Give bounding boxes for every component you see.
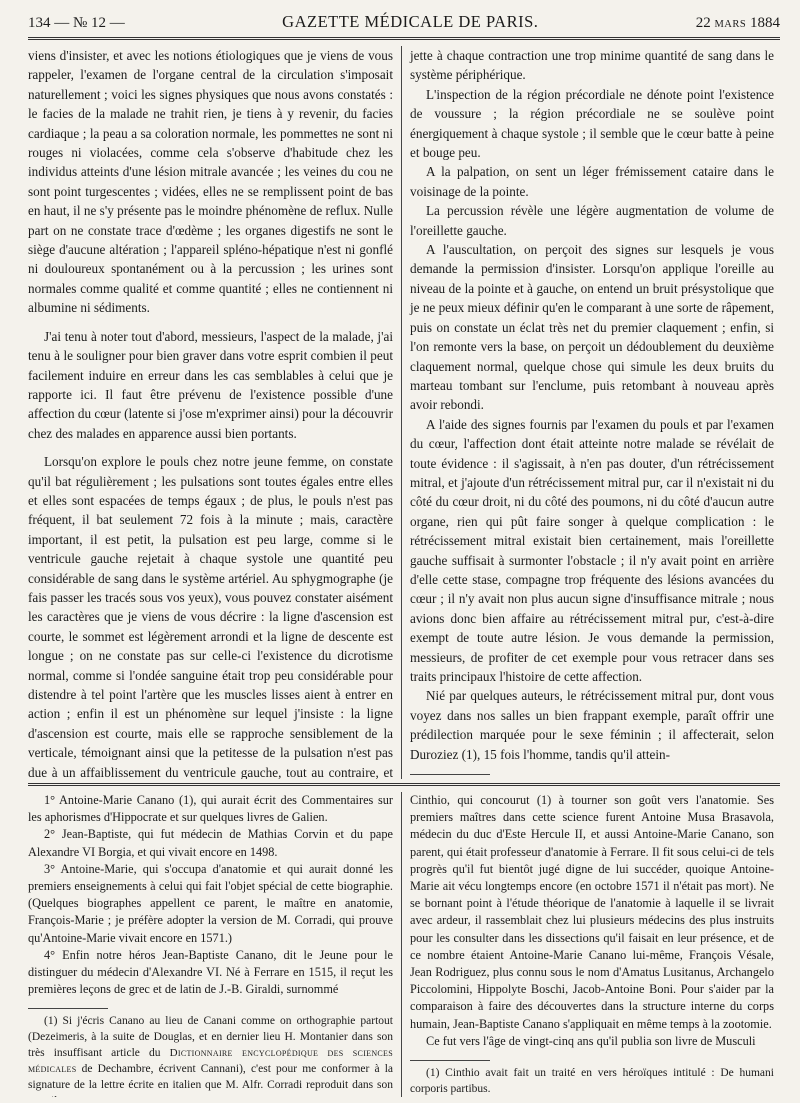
main-article-left-column bbox=[28, 46, 401, 779]
article-paragraph: A l'aide des signes fournis par l'examen du pouls et par l'examen du cœur, l'affection dont était atteinte notre malade se révélait de toute évidence : il s'agissait, à n'en pas douter, d'un rétrécissement mitral, et j'ajoute d'un rétrécissement mitral pur, car il n'existait ni du côté du cœur droit, ni du côté des poumons, ni du côté d'aucun autre organe, rien qui pût faire songer à quelque complication : le rétrécissement mitral existait bien certainement, mais l'oreillette gauche suffisait à surmonter l'obstacle ; il n'y avait point en arrière d'elle cette stase, compagne trop fréquente des lésions avancées du cœur ; il n'y avait non plus aucun signe d'insuffisance mitrale ; nous avions donc bien affaire au rétrécissement mitral pur, c'est-à-dire exempt de toute autre lésion. Je vous demande la permission, messieurs, de profiter de cet exemple pour vous retracer dans ses traits principaux l'histoire de cette affection. bbox=[410, 416, 774, 684]
article-paragraph: A l'auscultation, on perçoit des signes sur lesquels je vous demande la permission d'insister. Lorsqu'on applique l'oreille au niveau de la pointe et à gauche, on entend un bruit présystolique que je ne peux mieux définir qu'en le comparant à une sorte de râpement, puis on constate un éclat très net du premier claquement ; enfin, si l'on remonte vers la base, on perçoit un dédoublement du deuxième claquement normal, quelque chose qui simule les deux bruits du marteau tombant sur l'enclume, puis retombant à nouveau après avoir rebondi. bbox=[410, 242, 774, 413]
article-paragraph: A la palpation, on sent un léger frémissement cataire dans le voisinage de la pointe. bbox=[410, 164, 774, 199]
article-paragraph: viens d'insister, et avec les notions étiologiques que je viens de vous rappeler, l'examen de l'organe central de la circulation s'imposait naturellement ; voici les signes physiques que nous avons constatés : le facies de la malade ne trahit rien, je tiens à y revenir, du facies cardiaque ; la peau a sa coloration normale, les pommettes ne sont ni rouges ni violacées, comme cela s'observe d'habitude chez les individus atteints d'une lésion mitrale avancée ; les veines du cou ne sont point turgescentes ; vidées, elles ne se remplissent point de bas en haut, il ne s'y présente pas le moindre phénomène de reflux. Nulle part on ne constate trace d'œdème ; les organes digestifs ne sont le siège d'aucune altération ; l'appareil spléno-hépatique n'est ni gonflé ni douloureux spontanément ou à la percussion ; les urines sont normales comme qualité et comme quantité ; elles ne contiennent ni albumine ni sédiments. bbox=[28, 48, 393, 316]
feuilleton-divider bbox=[28, 783, 780, 786]
article-paragraph: La percussion révèle une légère augmentation de volume de l'oreillette gauche. bbox=[410, 203, 774, 238]
footnote: (1) Si j'écris Canano au lieu de Canani comme on orthographie partout (Dezeimeris, à la suite de Douglas, et en dernier lieu H. Montanier dans son très insuffisant article du Dictionnaire encyclopédique des sciences médicales de Dechambre, écrivent Cannani), c'est pour me conformer à la signature de la lettre écrite en italien que M. Alfr. Corradi reproduit dans son bbox=[28, 1015, 393, 1092]
page-number: 134 — № 12 — bbox=[28, 15, 125, 31]
feuilleton-paragraph: 1° Antoine-Marie Canano (1), qui aurait écrit des Commentaires sur les aphorismes d'Hippocrate et sur quelques livres de Galien. bbox=[28, 793, 393, 825]
footnote-rule bbox=[410, 774, 490, 775]
article-paragraph: J'ai tenu à noter tout d'abord, messieurs, l'aspect de la malade, j'ai tenu à le souligner pour bien graver dans votre esprit combien il peut facilement induire en erreur dans les cas semblables à celui que je rapporte ici. Il faut être prévenu de l'existence possible d'une affection du cœur (latente si j'ose m'exprimer ainsi) pour la découvrir chez des malades en apparence aussi bien portants. bbox=[28, 328, 393, 441]
article-paragraph: Lorsqu'on explore le pouls chez notre jeune femme, on constate qu'il bat régulièrement ; les pulsations sont toutes égales entre elles et elles sont espacées de temps égaux ; de plus, le pouls n'est pas fréquent, il bat seulement 72 fois à la minute ; mais, caractère important, il est petit, la pulsation est peu large, comme si le ventricule gauche rejetait à chaque systole une quantité peu considérable de sang dans le système artériel. Au sphygmographe (je fais passer les tracés sous vos yeux), vous pouvez constater aisément les caractères que je viens de vous décrire : la ligne d'ascension est courte, le sommet est légèrement arrondi et la ligne de descente est longue ; on ne constate pas sur celle-ci l'existence du dicrotisme normal, comme si l'ondée sanguine était trop peu considérable pour distendre à tel point l'artère que les muscles lisses aient à entrer en action ; enfin il est un phénomène sur lequel j'insiste : la ligne d'ascension est courte, mais elle se rapproche sensiblement de la verticale, témoignant ainsi que la petitesse de la pulsation n'est pas due à un affaiblissement du ventricule gauche, tout au contraire, et bbox=[28, 454, 393, 779]
feuilleton-left-column bbox=[28, 792, 401, 1097]
article-paragraph: jette à chaque contraction une trop minime quantité de sang dans le système périphérique. bbox=[410, 48, 774, 83]
main-article-right-column bbox=[401, 46, 774, 779]
page-header bbox=[28, 12, 780, 34]
journal-title: GAZETTE MÉDICALE DE PARIS. bbox=[282, 12, 539, 31]
issue-date: 22 MARS 1884 bbox=[695, 15, 780, 31]
feuilleton-paragraph: Ce fut vers l'âge de vingt-cinq ans qu'il publia son livre de Musculi bbox=[426, 1033, 756, 1048]
article-paragraph: L'inspection de la région précordiale ne dénote point l'existence de voussure ; la région précordiale ne se soulève point énergiquement à chaque systole ; il semble que le cœur batte à peine et bouge peu. bbox=[410, 86, 774, 161]
feuilleton-paragraph: Cinthio, qui concourut (1) à tourner son goût vers l'anatomie. Ses premiers maîtres dans cette science furent Antoine Musa Brasavola, médecin du duc d'Este Hercule II, et aussi Antoine-Marie Canano, son parent, qui était professeur d'anatomie à Ferrare. Il fit sous celui-ci de tels progrès qu'il fut bientôt jugé digne de lui succéder, quoique Antoine-Marie ait vécu longtemps encore (en octobre 1571 il n'était pas mort). Ne se bornant point à l'étude théorique de l'anatomie à laquelle il se livrait avec ardeur, il rassemblait chez lui plusieurs médecins des plus instruits pour les consulter dans les dissections qu'il faisait en leur présence, et de ce nombre étaient Antoine-Marie Canano lui-même, François Vésale, Jean Rodriguez, plus connu sous le nom d'Amatus Lusitanus, Archangelo Piccolomini, Hippolyte Boschi, Jacob-Antoine Boni. Pour s'aider par la comparaison à faire des découvertes dans la structure interne du corps humain, Jean-Baptiste Canano s'appliquait en même temps à la zootomie. bbox=[410, 793, 774, 1031]
feuilleton-paragraph: 4° Enfin notre héros Jean-Baptiste Canano, dit le Jeune pour le distinguer du médecin d'Alexandre VI. Né à Ferrare en 1515, il reçut les premières leçons de grec et de latin de J.-B. Giraldi, surnommé bbox=[28, 947, 393, 997]
header-rule bbox=[28, 37, 780, 40]
feuilleton-right-column bbox=[401, 792, 774, 1097]
footnote-rule bbox=[28, 1008, 108, 1009]
article-paragraph: Nié par quelques auteurs, le rétrécissement mitral pur, dont vous voyez dans nos salles un bien frappant exemple, paraît offrir une prédilection marquée pour le sexe féminin ; il affecterait, selon Duroziez (1), 15 fois l'homme, tandis qu'il attein- bbox=[410, 688, 774, 762]
feuilleton-section bbox=[28, 792, 780, 1097]
main-article bbox=[28, 46, 780, 779]
footnote-rule bbox=[410, 1060, 490, 1061]
feuilleton-paragraph: 3° Antoine-Marie, qui s'occupa d'anatomie et qui aurait donné les premiers enseignements à celui qui fait l'objet spécial de cette biographie. (Quelques biographes appellent ce parent, le maître en anatomie, François-Marie ; je préfère adopter la version de M. Corradi, qui prouve qu'Antoine-Marie vivait encore en 1571.) bbox=[28, 861, 393, 945]
feuilleton-paragraph: 2° Jean-Baptiste, qui fut médecin de Mathias Corvin et du pape Alexandre VI Borgia, et qui vivait encore en 1498. bbox=[28, 827, 393, 859]
footnote: (1) Cinthio avait fait un traité en vers héroïques intitulé : De humani corporis partibus. bbox=[410, 1067, 774, 1096]
